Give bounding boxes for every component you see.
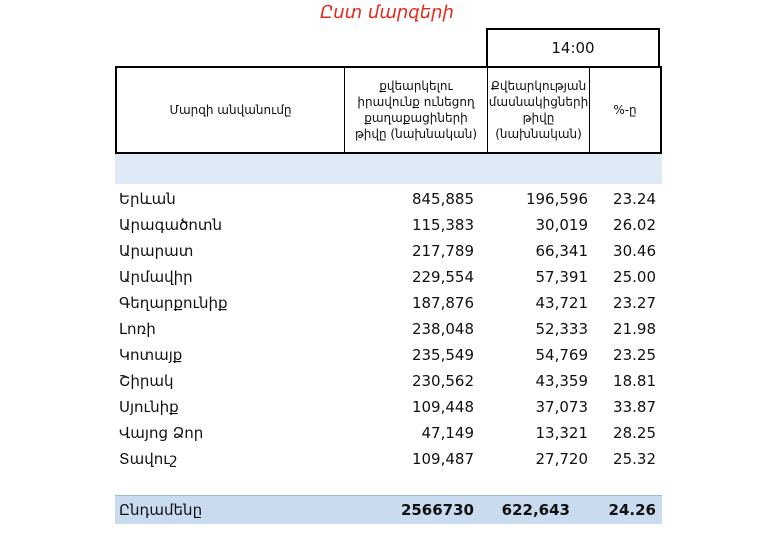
eligible-count: 109,448 xyxy=(411,398,474,416)
turnout-percent: 26.02 xyxy=(613,216,656,234)
eligible-count: 109,487 xyxy=(411,450,474,468)
region-name: Արագածոտն xyxy=(119,216,223,234)
total-eligible: 2566730 xyxy=(400,501,474,519)
table-row xyxy=(115,238,662,264)
participant-count: 43,721 xyxy=(535,294,588,312)
region-name: Շիրակ xyxy=(119,372,174,390)
participant-count: 54,769 xyxy=(535,346,588,364)
total-label: Ընդամենը xyxy=(119,501,203,519)
eligible-count: 238,048 xyxy=(411,320,474,338)
table-row xyxy=(115,316,662,342)
region-name: Կոտայք xyxy=(119,346,183,364)
eligible-count: 187,876 xyxy=(411,294,474,312)
participant-count: 43,359 xyxy=(535,372,588,390)
table-row xyxy=(115,420,662,446)
region-name: Սյունիք xyxy=(119,398,179,416)
participant-count: 13,321 xyxy=(535,424,588,442)
region-name: Արարատ xyxy=(119,242,194,260)
total-row xyxy=(115,495,662,524)
turnout-percent: 25.32 xyxy=(613,450,656,468)
region-name: Տավուշ xyxy=(119,450,178,468)
eligible-count: 115,383 xyxy=(411,216,474,234)
region-name: Վայոց Ձոր xyxy=(119,424,204,442)
participant-count: 66,341 xyxy=(535,242,588,260)
eligible-count: 235,549 xyxy=(411,346,474,364)
participant-count: 196,596 xyxy=(525,190,588,208)
participant-count: 52,333 xyxy=(535,320,588,338)
header-percent: %-ը xyxy=(613,103,637,117)
table-row xyxy=(115,264,662,290)
page-title: Ըստ մարզերի xyxy=(320,2,454,23)
header-eligible: քվեարկելու իրավունք ունեցող քաղաքացիների թիվը (նախնական) xyxy=(345,68,488,152)
turnout-percent: 33.87 xyxy=(613,398,656,416)
header-participants: Քվեարկության մասնակիցների թիվը (նախնական) xyxy=(488,68,590,152)
turnout-percent: 28.25 xyxy=(613,424,656,442)
eligible-count: 217,789 xyxy=(411,242,474,260)
region-name: Գեղարքունիք xyxy=(119,294,228,312)
turnout-percent: 18.81 xyxy=(613,372,656,390)
region-name: Լոռի xyxy=(119,320,156,338)
turnout-percent: 30.46 xyxy=(613,242,656,260)
turnout-percent: 21.98 xyxy=(613,320,656,338)
eligible-count: 229,554 xyxy=(411,268,474,286)
table-row xyxy=(115,446,662,472)
header-band xyxy=(115,154,662,184)
participant-count: 57,391 xyxy=(535,268,588,286)
participant-count: 30,019 xyxy=(535,216,588,234)
region-name: Արմավիր xyxy=(119,268,193,286)
table-row xyxy=(115,342,662,368)
turnout-percent: 23.25 xyxy=(613,346,656,364)
table-row xyxy=(115,368,662,394)
header-region: Մարզի անվանումը xyxy=(117,68,345,152)
table-row xyxy=(115,212,662,238)
time-header: 14:00 xyxy=(486,28,660,66)
turnout-percent: 23.24 xyxy=(613,190,656,208)
eligible-count: 47,149 xyxy=(421,424,474,442)
eligible-count: 230,562 xyxy=(411,372,474,390)
total-participants: 622,643 xyxy=(501,501,570,519)
table-row xyxy=(115,186,662,212)
table-row xyxy=(115,394,662,420)
turnout-percent: 25.00 xyxy=(613,268,656,286)
eligible-count: 845,885 xyxy=(411,190,474,208)
participant-count: 27,720 xyxy=(535,450,588,468)
table-header xyxy=(115,66,662,154)
turnout-percent: 23.27 xyxy=(613,294,656,312)
total-percent: 24.26 xyxy=(608,501,656,519)
table-body xyxy=(115,186,662,472)
table-row xyxy=(115,290,662,316)
region-name: Երևան xyxy=(119,190,176,208)
participant-count: 37,073 xyxy=(535,398,588,416)
